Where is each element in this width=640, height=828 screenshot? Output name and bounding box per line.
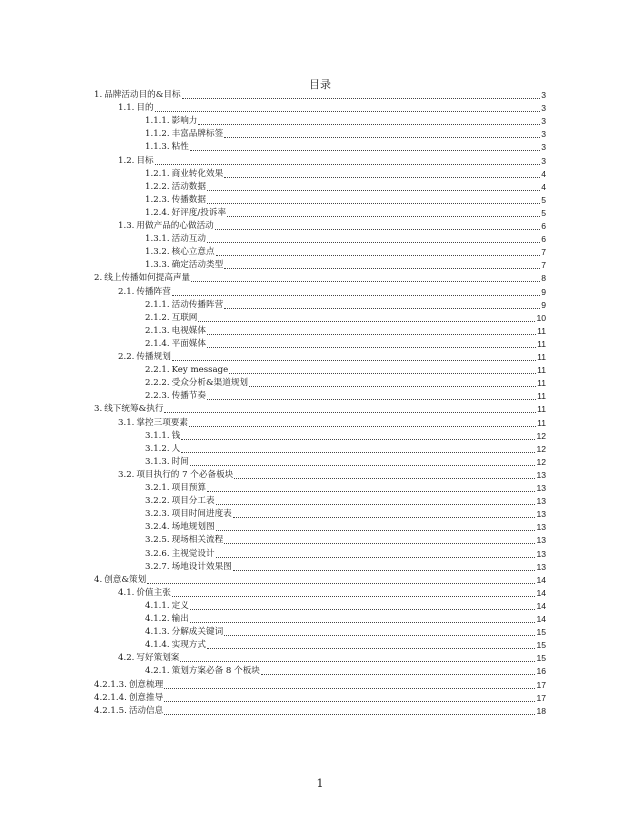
toc-entry-text: 钱 xyxy=(171,430,181,441)
toc-entry-number: 4.2.1.4. xyxy=(94,692,127,703)
dot-leader xyxy=(198,124,540,125)
dot-leader xyxy=(207,242,540,243)
toc-entry-number: 3.1. xyxy=(118,417,135,428)
dot-leader xyxy=(229,373,536,374)
toc-entry[interactable] xyxy=(145,259,546,272)
dot-leader xyxy=(207,399,536,400)
toc-entry-text: 定义 xyxy=(171,600,189,611)
toc-entry[interactable] xyxy=(94,272,546,285)
toc-entry-page: 9 xyxy=(541,286,546,297)
toc-entry-text: 人 xyxy=(171,443,181,454)
dot-leader xyxy=(181,452,535,453)
toc-entry[interactable] xyxy=(145,600,546,613)
toc-entry-page: 3 xyxy=(541,103,546,114)
toc-entry-text: 实现方式 xyxy=(171,640,206,651)
toc-entry-text: 互联网 xyxy=(171,312,198,323)
toc-entry-text: 粘性 xyxy=(171,142,189,153)
dot-leader xyxy=(164,688,535,689)
dot-leader xyxy=(215,229,540,230)
toc-entry[interactable] xyxy=(145,207,546,220)
toc-entry-text: 用做产品的心做活动 xyxy=(136,221,214,231)
dot-leader xyxy=(164,714,535,715)
toc-entry-number: 1.3.1. xyxy=(145,234,170,245)
dot-leader xyxy=(234,478,535,479)
toc-entry-text: 活动数据 xyxy=(171,181,206,192)
toc-entry-page: 17 xyxy=(536,692,546,703)
toc-entry-text: 线下统筹&执行 xyxy=(104,404,164,415)
toc-entry-text: 分解成关键词 xyxy=(171,627,224,638)
toc-entry-number: 4.1.4. xyxy=(145,640,170,651)
toc-entry-number: 2. xyxy=(94,273,103,284)
toc-entry-number: 2.1.1. xyxy=(145,299,170,310)
toc-entry[interactable] xyxy=(145,168,546,181)
toc-entry-number: 2.1. xyxy=(118,286,135,297)
toc-entry-text: 创意梳理 xyxy=(128,679,164,690)
dot-leader xyxy=(155,164,541,165)
dot-leader xyxy=(207,347,536,348)
toc-entry-text: 场地设计效果图 xyxy=(171,561,232,572)
page-number: 1 xyxy=(316,777,324,790)
toc-entry-text: 创意&策划 xyxy=(104,574,147,585)
toc-entry-page: 5 xyxy=(541,207,546,218)
toc-entry-text: 价值主张 xyxy=(136,587,171,598)
toc-entry[interactable] xyxy=(145,443,546,456)
dot-leader xyxy=(198,321,535,322)
toc-entry-number: 2.1.4. xyxy=(145,338,170,349)
toc-entry-page: 3 xyxy=(541,142,546,153)
toc-entry[interactable] xyxy=(145,141,546,154)
dot-leader xyxy=(182,98,541,99)
toc-entry-page: 6 xyxy=(541,221,546,231)
toc-entry-number: 3.2. xyxy=(118,469,135,480)
toc-entry[interactable] xyxy=(145,482,546,495)
toc-entry-text: 传播数据 xyxy=(171,194,206,205)
toc-entry-text: 确定活动类型 xyxy=(171,260,224,271)
toc-entry[interactable] xyxy=(118,417,546,430)
dot-leader xyxy=(191,281,540,282)
toc-entry-text: 掌控三项要素 xyxy=(136,417,188,428)
toc-entry-page: 11 xyxy=(537,417,546,428)
dot-leader xyxy=(172,360,536,361)
toc-entry-number: 1.1. xyxy=(118,103,135,114)
toc-entry-text: 核心立意点 xyxy=(171,247,215,258)
toc-entry-page: 11 xyxy=(537,378,546,389)
dot-leader xyxy=(190,622,536,623)
toc-entry[interactable] xyxy=(145,613,546,626)
toc-entry-page: 13 xyxy=(536,535,546,546)
toc-entry-page: 3 xyxy=(541,90,546,100)
toc-entry-number: 4.2.1.5. xyxy=(94,705,127,716)
dot-leader xyxy=(216,255,541,256)
toc-entry-page: 13 xyxy=(536,548,546,559)
toc-entry-page: 12 xyxy=(536,430,546,441)
toc-entry-page: 17 xyxy=(536,679,546,690)
toc-entry[interactable] xyxy=(145,377,546,390)
toc-entry[interactable] xyxy=(145,430,546,443)
toc-entry-number: 2.2.2. xyxy=(145,378,170,389)
toc-entry-page: 11 xyxy=(537,391,546,402)
dot-leader xyxy=(233,570,536,571)
toc-entry[interactable] xyxy=(145,364,546,377)
toc-title: 目录 xyxy=(309,78,331,91)
dot-leader xyxy=(180,661,535,662)
toc-entry-page: 7 xyxy=(541,260,546,271)
toc-entry-page: 5 xyxy=(541,194,546,205)
toc-entry[interactable] xyxy=(145,115,546,128)
toc-entry-page: 11 xyxy=(537,352,546,362)
toc-entry-page: 13 xyxy=(536,469,546,480)
toc-entry-number: 3.2.1. xyxy=(145,483,170,493)
toc-entry-text: 创意推导 xyxy=(128,692,164,703)
toc-entry-text: 商业转化效果 xyxy=(171,168,224,179)
toc-entry-text: 项目预算 xyxy=(171,483,206,493)
toc-entry-number: 3.2.3. xyxy=(145,509,170,520)
toc-entry-page: 13 xyxy=(536,496,546,507)
toc-entry-number: 2.2. xyxy=(118,352,135,362)
toc-entry-page: 15 xyxy=(536,653,546,664)
toc-entry-number: 2.2.1. xyxy=(145,365,170,376)
toc-entry[interactable] xyxy=(145,495,546,508)
toc-entry-text: 目标 xyxy=(136,155,154,166)
dot-leader xyxy=(224,177,540,178)
toc-entry-text: 传播节奏 xyxy=(171,391,206,402)
toc-entry[interactable] xyxy=(145,508,546,521)
toc-entry-page: 4 xyxy=(541,168,546,179)
toc-entry-text: 活动互动 xyxy=(171,234,206,245)
toc-entry-text: 时间 xyxy=(171,456,189,467)
toc-entry[interactable] xyxy=(118,351,546,364)
toc-entry-number: 4.2.1.3. xyxy=(94,679,127,690)
dot-leader xyxy=(155,111,541,112)
toc-entry-number: 4.1.3. xyxy=(145,627,170,638)
toc-entry-page: 13 xyxy=(536,522,546,533)
toc-entry-page: 11 xyxy=(537,338,546,349)
toc-entry[interactable] xyxy=(145,626,546,639)
toc-entry-text: 场地规划图 xyxy=(171,522,215,533)
toc-entry[interactable] xyxy=(94,679,546,692)
toc-entry[interactable] xyxy=(145,456,546,469)
toc-entry-number: 1.3.3. xyxy=(145,260,170,271)
toc-entry-text: 线上传播如何提高声量 xyxy=(104,273,191,284)
toc-entry-page: 7 xyxy=(541,247,546,258)
toc-entry[interactable] xyxy=(145,312,546,325)
toc-entry[interactable] xyxy=(145,665,546,678)
toc-entry-text: 品牌活动目的&目标 xyxy=(104,90,181,100)
dot-leader xyxy=(189,426,536,427)
toc-entry[interactable] xyxy=(145,181,546,194)
dot-leader xyxy=(216,504,536,505)
toc-entry-number: 1.1.1. xyxy=(145,116,170,127)
toc-entry-page: 10 xyxy=(536,312,546,323)
dot-leader xyxy=(249,386,536,387)
toc-entry-page: 15 xyxy=(536,640,546,651)
toc-entry-text: 活动信息 xyxy=(128,705,164,716)
toc-entry-page: 13 xyxy=(536,509,546,520)
toc-entry-number: 2.1.3. xyxy=(145,325,170,336)
toc-entry[interactable] xyxy=(94,574,546,587)
dot-leader xyxy=(224,268,540,269)
toc-entry-number: 1.1.3. xyxy=(145,142,170,153)
dot-leader xyxy=(190,465,536,466)
toc-entry-page: 12 xyxy=(536,443,546,454)
toc-entry-number: 3. xyxy=(94,404,103,415)
toc-entry[interactable] xyxy=(118,469,546,482)
toc-entry-text: 项目执行的 7 个必备板块 xyxy=(136,469,234,480)
toc-entry-page: 14 xyxy=(536,614,546,624)
toc-entry[interactable] xyxy=(118,155,546,168)
toc-entry-page: 11 xyxy=(537,325,546,336)
toc-entry-number: 4.1.1. xyxy=(145,600,170,611)
dot-leader xyxy=(207,334,536,335)
toc-entry-text: 丰富品牌标签 xyxy=(171,129,224,140)
toc-entry-number: 3.1.3. xyxy=(145,456,170,467)
toc-entry-page: 14 xyxy=(536,574,546,585)
toc-entry-page: 12 xyxy=(536,456,546,467)
toc-entry[interactable] xyxy=(145,299,546,312)
toc-entry-page: 15 xyxy=(536,627,546,638)
toc-entry-page: 3 xyxy=(541,129,546,140)
toc-entry-text: 主视觉设计 xyxy=(171,548,215,559)
toc-entry-text: 项目时间进度表 xyxy=(171,509,232,520)
toc-entry-text: 好评度/投诉率 xyxy=(171,207,227,218)
toc-entry-number: 1.2.4. xyxy=(145,207,170,218)
dot-leader xyxy=(181,439,535,440)
toc-entry[interactable] xyxy=(118,102,546,115)
toc-entry[interactable] xyxy=(94,692,546,705)
toc-entry-page: 14 xyxy=(536,600,546,611)
toc-entry[interactable] xyxy=(145,233,546,246)
toc-entry-text: 现场相关流程 xyxy=(171,535,224,546)
toc-entry[interactable] xyxy=(145,390,546,403)
dot-leader xyxy=(224,137,540,138)
toc-entry-page: 11 xyxy=(537,404,546,415)
toc-entry-number: 3.2.5. xyxy=(145,535,170,546)
toc-entry[interactable] xyxy=(145,325,546,338)
dot-leader xyxy=(190,609,536,610)
toc-entry[interactable] xyxy=(145,548,546,561)
dot-leader xyxy=(261,674,536,675)
toc-entry-number: 4. xyxy=(94,574,103,585)
dot-leader xyxy=(207,491,535,492)
toc-entry-page: 16 xyxy=(536,666,546,677)
toc-entry-number: 3.2.6. xyxy=(145,548,170,559)
dot-leader xyxy=(227,216,540,217)
toc-entry-number: 4.2. xyxy=(118,653,135,664)
toc-entry-number: 1.2. xyxy=(118,155,135,166)
toc-entry[interactable] xyxy=(94,89,546,102)
toc-entry[interactable] xyxy=(118,587,546,600)
dot-leader xyxy=(216,557,536,558)
dot-leader xyxy=(207,203,540,204)
toc-entry-page: 6 xyxy=(541,234,546,245)
toc-entry[interactable] xyxy=(145,338,546,351)
toc-entry-number: 4.1.2. xyxy=(145,614,170,624)
toc-entry[interactable] xyxy=(145,194,546,207)
toc-entry-page: 11 xyxy=(537,365,546,376)
toc-entry-number: 3.1.1. xyxy=(145,430,170,441)
toc-entry[interactable] xyxy=(145,561,546,574)
toc-entry-text: 输出 xyxy=(171,614,189,624)
toc-entry-number: 2.2.3. xyxy=(145,391,170,402)
toc-entry-text: 传播规划 xyxy=(136,352,171,362)
dot-leader xyxy=(190,150,540,151)
toc-entry-number: 3.2.2. xyxy=(145,496,170,507)
dot-leader xyxy=(172,596,536,597)
dot-leader xyxy=(224,635,535,636)
toc-entry-text: 受众分析&渠道规划 xyxy=(171,378,249,389)
toc-entry-number: 1.3. xyxy=(118,221,135,231)
toc-entry-text: 影响力 xyxy=(171,116,198,127)
toc-entry[interactable] xyxy=(94,403,546,416)
toc-entry-text: 传播阵营 xyxy=(136,286,171,297)
toc-entry[interactable] xyxy=(118,652,546,665)
dot-leader xyxy=(207,648,535,649)
dot-leader xyxy=(207,190,540,191)
dot-leader xyxy=(172,295,540,296)
toc-entry[interactable] xyxy=(145,534,546,547)
toc-entry-page: 4 xyxy=(541,181,546,192)
toc-entry-text: 活动传播阵营 xyxy=(171,299,224,310)
toc-entry-text: 策划方案必备 8 个板块 xyxy=(171,666,260,677)
dot-leader xyxy=(233,517,536,518)
toc-entry-text: 目的 xyxy=(136,103,154,114)
toc-entry-text: Key message xyxy=(171,365,229,376)
dot-leader xyxy=(216,530,536,531)
dot-leader xyxy=(224,543,535,544)
toc-entry-number: 1.2.2. xyxy=(145,181,170,192)
toc-entry-page: 13 xyxy=(536,483,546,493)
toc-entry[interactable] xyxy=(145,639,546,652)
toc-entry[interactable] xyxy=(94,705,546,718)
toc-entry-text: 写好策划案 xyxy=(136,653,180,664)
toc-entry-number: 4.1. xyxy=(118,587,135,598)
toc-entry-number: 3.1.2. xyxy=(145,443,170,454)
toc-entry-page: 13 xyxy=(536,561,546,572)
toc-entry-number: 1.1.2. xyxy=(145,129,170,140)
toc-entry-number: 1.2.1. xyxy=(145,168,170,179)
toc-entry-number: 1.2.3. xyxy=(145,194,170,205)
toc-entry-page: 14 xyxy=(536,587,546,598)
toc-entry[interactable] xyxy=(145,246,546,259)
dot-leader xyxy=(147,583,535,584)
toc-entry-number: 2.1.2. xyxy=(145,312,170,323)
toc-entry[interactable] xyxy=(145,128,546,141)
toc-entry-text: 项目分工表 xyxy=(171,496,215,507)
toc-entry-page: 9 xyxy=(541,299,546,310)
toc-entry-page: 8 xyxy=(541,273,546,284)
dot-leader xyxy=(164,701,535,702)
toc-entry-text: 平面媒体 xyxy=(171,338,206,349)
toc-entry[interactable] xyxy=(118,286,546,299)
toc-entry-number: 1. xyxy=(94,90,103,100)
toc-entry-text: 电视媒体 xyxy=(171,325,206,336)
toc-entry-number: 3.2.4. xyxy=(145,522,170,533)
toc-entry-page: 3 xyxy=(541,155,546,166)
toc-entry-number: 4.2.1. xyxy=(145,666,170,677)
toc-entry-number: 3.2.7. xyxy=(145,561,170,572)
dot-leader xyxy=(164,412,536,413)
toc-entry-page: 3 xyxy=(541,116,546,127)
toc-entry[interactable] xyxy=(118,220,546,233)
toc-entry[interactable] xyxy=(145,521,546,534)
dot-leader xyxy=(224,308,540,309)
toc-entry-page: 18 xyxy=(536,705,546,716)
toc-entry-number: 1.3.2. xyxy=(145,247,170,258)
